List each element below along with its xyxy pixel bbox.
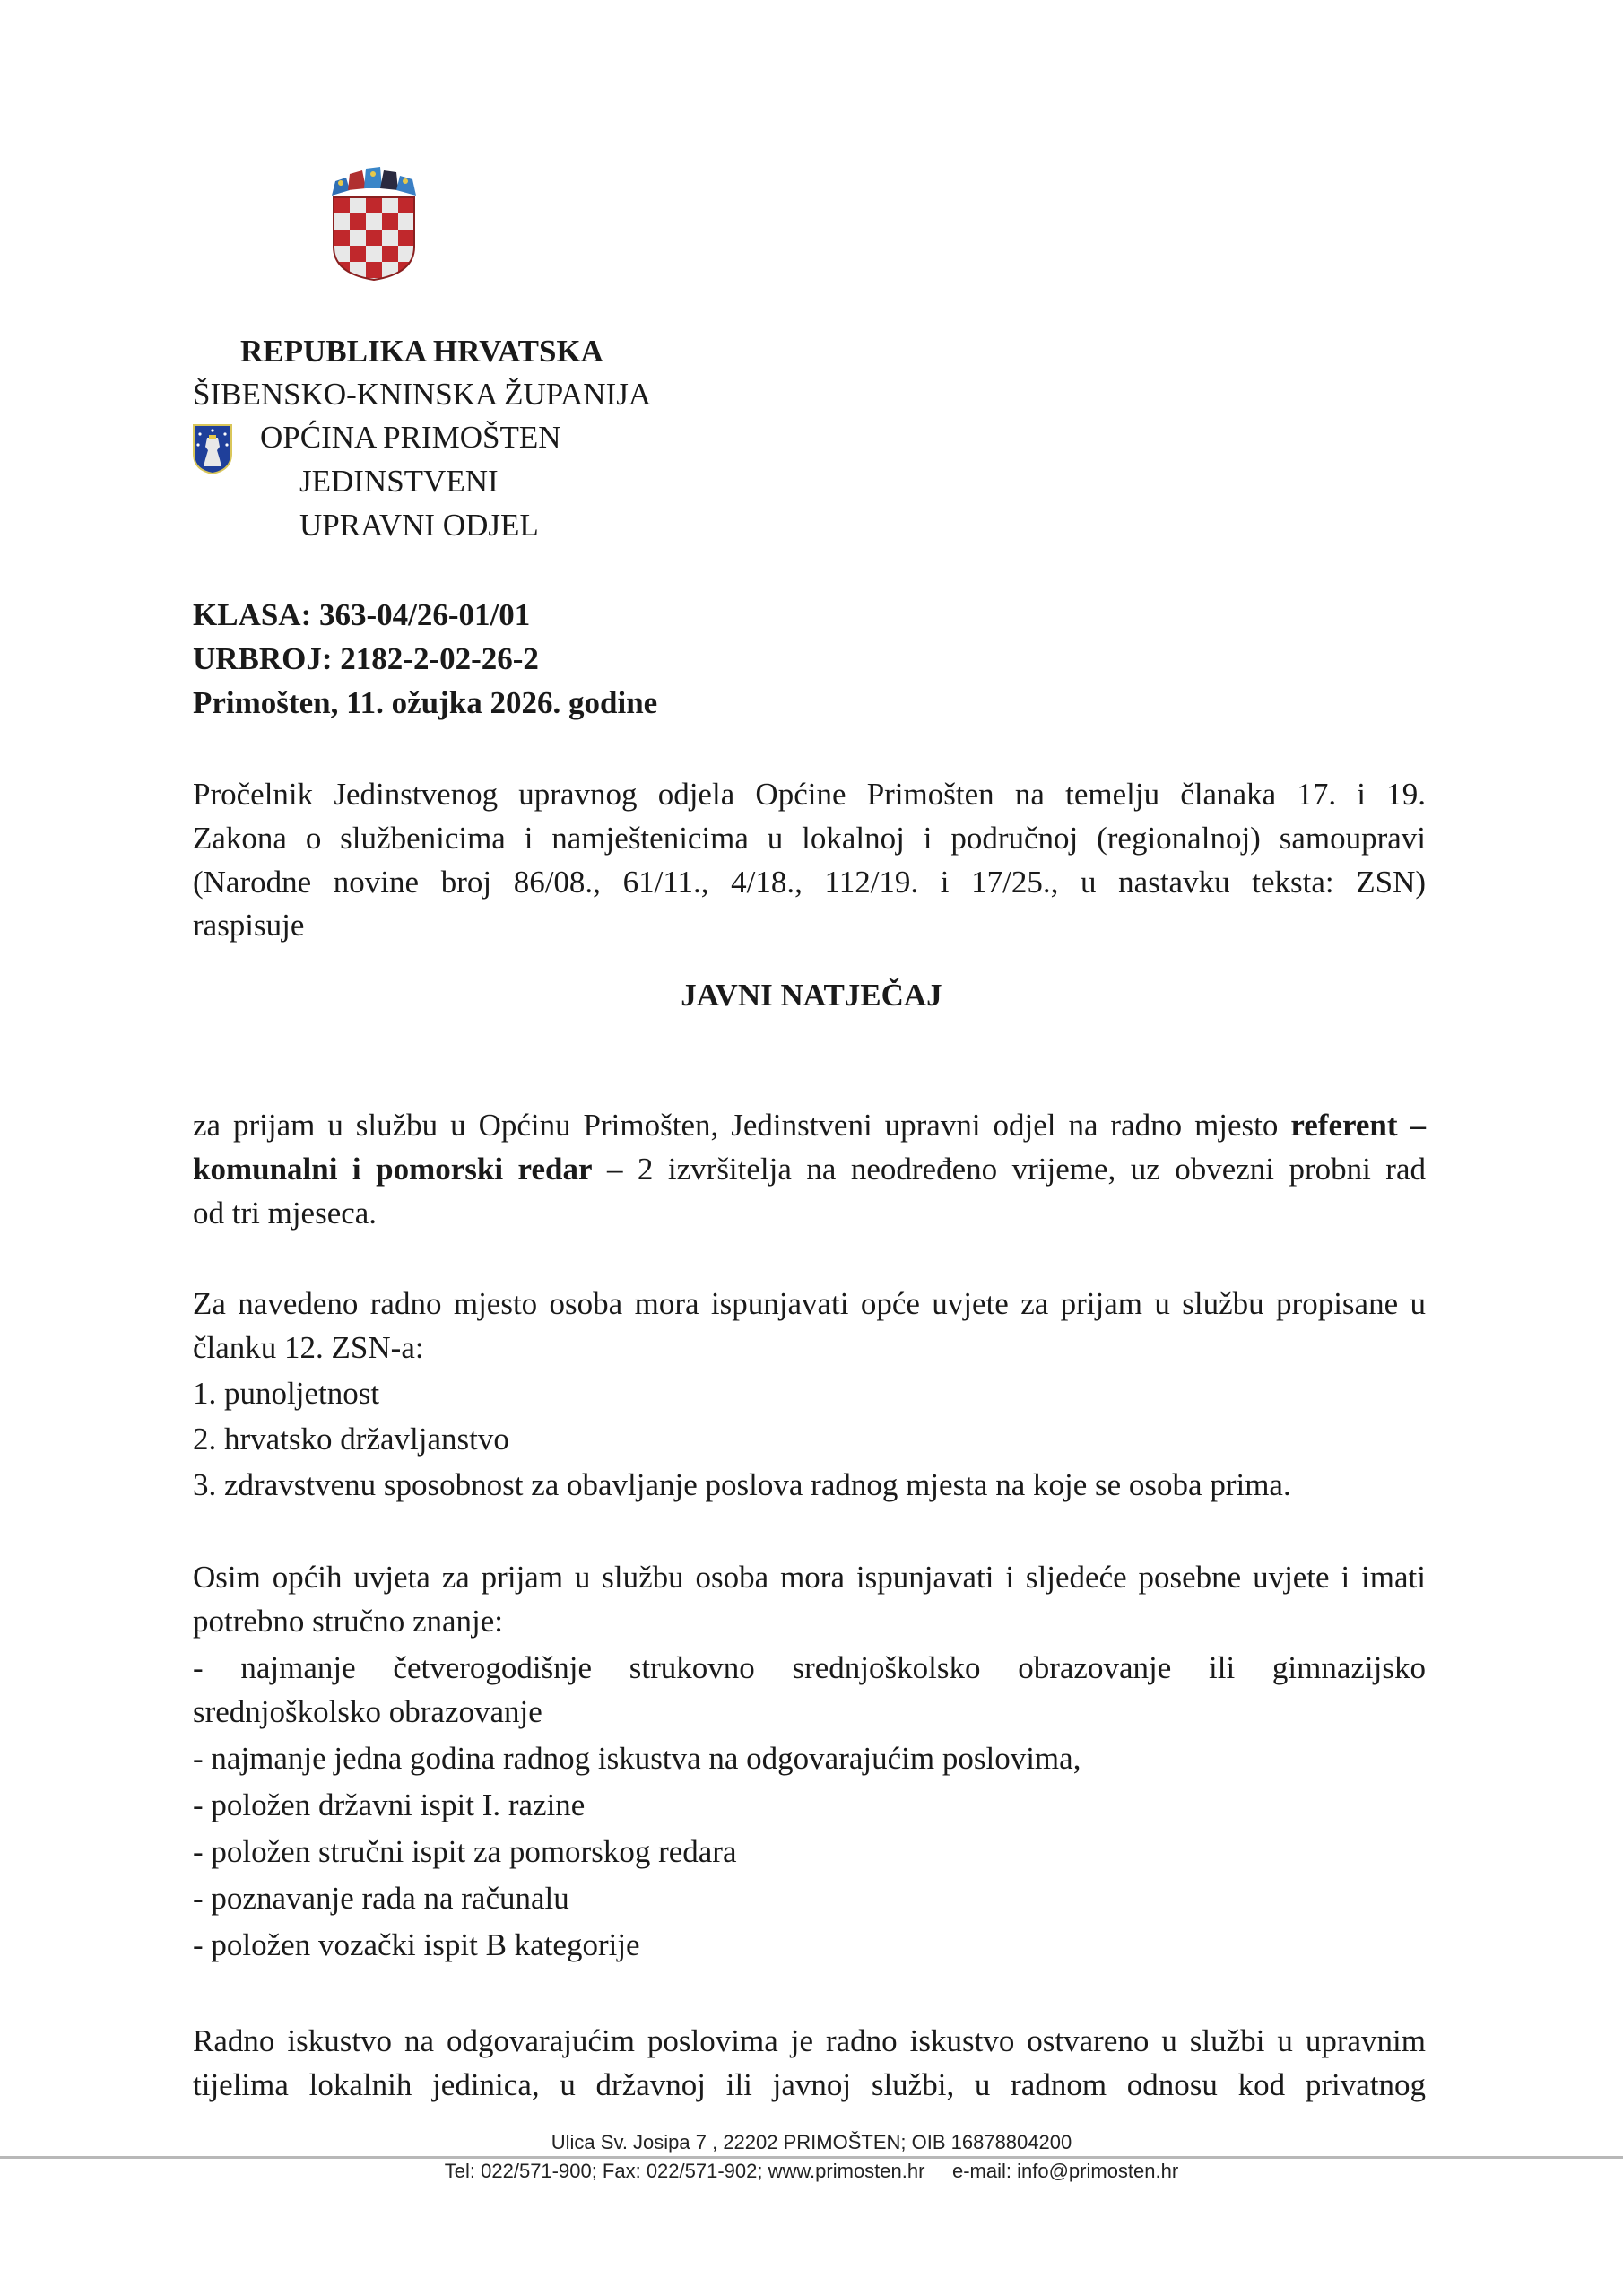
general-condition-item: 1. punoljetnost	[193, 1376, 380, 1411]
general-condition-item: 2. hrvatsko državljanstvo	[193, 1422, 509, 1457]
position-title-bold: referent –	[1290, 1108, 1426, 1143]
primosten-coat-of-arms-icon	[192, 423, 233, 475]
document-date: Primošten, 11. ožujka 2026. godine	[193, 685, 658, 720]
position-text: – 2 izvršitelja na neodređeno vrijeme, uz obvezni probni rad	[592, 1152, 1427, 1187]
general-conditions-intro: Za navedeno radno mjesto osoba mora ispunjavati opće uvjete za prijam u službu propisane u	[193, 1286, 1426, 1321]
header-municipality: OPĆINA PRIMOŠTEN	[260, 420, 561, 455]
special-condition-item: srednjoškolsko obrazovanje	[193, 1694, 542, 1729]
position-line-1	[193, 1108, 1426, 1144]
header-department-line2: UPRAVNI ODJEL	[299, 508, 539, 543]
croatian-coat-of-arms-icon	[325, 161, 423, 283]
special-condition-item: - položen državni ispit I. razine	[193, 1787, 586, 1822]
experience-line: Radno iskustvo na odgovarajućim poslovima je radno iskustvo ostvareno u službi u upravnim	[193, 2023, 1426, 2058]
intro-line: (Narodne novine broj 86/08., 61/11., 4/18., 112/19. i 17/25., u nastavku teksta: ZSN)	[193, 865, 1426, 900]
footer-divider	[0, 2156, 1623, 2159]
position-text: za prijam u službu u Općinu Primošten, Jedinstveni upravni odjel na radno mjesto	[193, 1108, 1291, 1143]
footer-contact: Tel: 022/571-900; Fax: 022/571-902; www.primosten.hr e-mail: info@primosten.hr	[444, 2160, 1179, 2182]
intro-line: raspisuje	[193, 908, 305, 943]
general-condition-item: 3. zdravstvenu sposobnost za obavljanje poslova radnog mjesta na koje se osoba prima.	[193, 1467, 1291, 1502]
position-title-bold: komunalni i pomorski redar	[193, 1152, 593, 1187]
special-condition-item: - najmanje četverogodišnje strukovno srednjoškolsko obrazovanje ili gimnazijsko	[193, 1650, 1426, 1685]
special-conditions-intro: Osim općih uvjeta za prijam u službu osoba mora ispunjavati i sljedeće posebne uvjete i imati	[193, 1560, 1426, 1595]
klasa: KLASA: 363-04/26-01/01	[193, 597, 531, 632]
position-line-3: od tri mjeseca.	[193, 1196, 378, 1231]
special-condition-item: - položen stručni ispit za pomorskog redara	[193, 1834, 737, 1869]
experience-line: tijelima lokalnih jedinica, u državnoj ili javnoj službi, u radnom odnosu kod privatnog	[193, 2067, 1426, 2102]
general-conditions-intro: članku 12. ZSN-a:	[193, 1330, 424, 1365]
special-condition-item: - najmanje jedna godina radnog iskustva na odgovarajućim poslovima,	[193, 1741, 1081, 1776]
intro-line: Zakona o službenicima i namještenicima u lokalnoj i područnoj (regionalnoj) samoupravi	[193, 821, 1426, 856]
special-condition-item: - položen vozački ispit B kategorije	[193, 1927, 640, 1962]
urbroj: URBROJ: 2182-2-02-26-2	[193, 641, 539, 676]
document-title: JAVNI NATJEČAJ	[681, 978, 942, 1013]
header-department-line1: JEDINSTVENI	[299, 464, 499, 499]
special-conditions-intro: potrebno stručno znanje:	[193, 1604, 504, 1639]
footer-address: Ulica Sv. Josipa 7 , 22202 PRIMOŠTEN; OIB 16878804200	[551, 2131, 1072, 2153]
position-line-2	[193, 1152, 1426, 1187]
special-condition-item: - poznavanje rada na računalu	[193, 1881, 569, 1916]
header-country: REPUBLIKA HRVATSKA	[240, 334, 603, 369]
intro-line: Pročelnik Jedinstvenog upravnog odjela Općine Primošten na temelju članaka 17. i 19.	[193, 777, 1426, 812]
header-county: ŠIBENSKO-KNINSKA ŽUPANIJA	[193, 377, 652, 412]
